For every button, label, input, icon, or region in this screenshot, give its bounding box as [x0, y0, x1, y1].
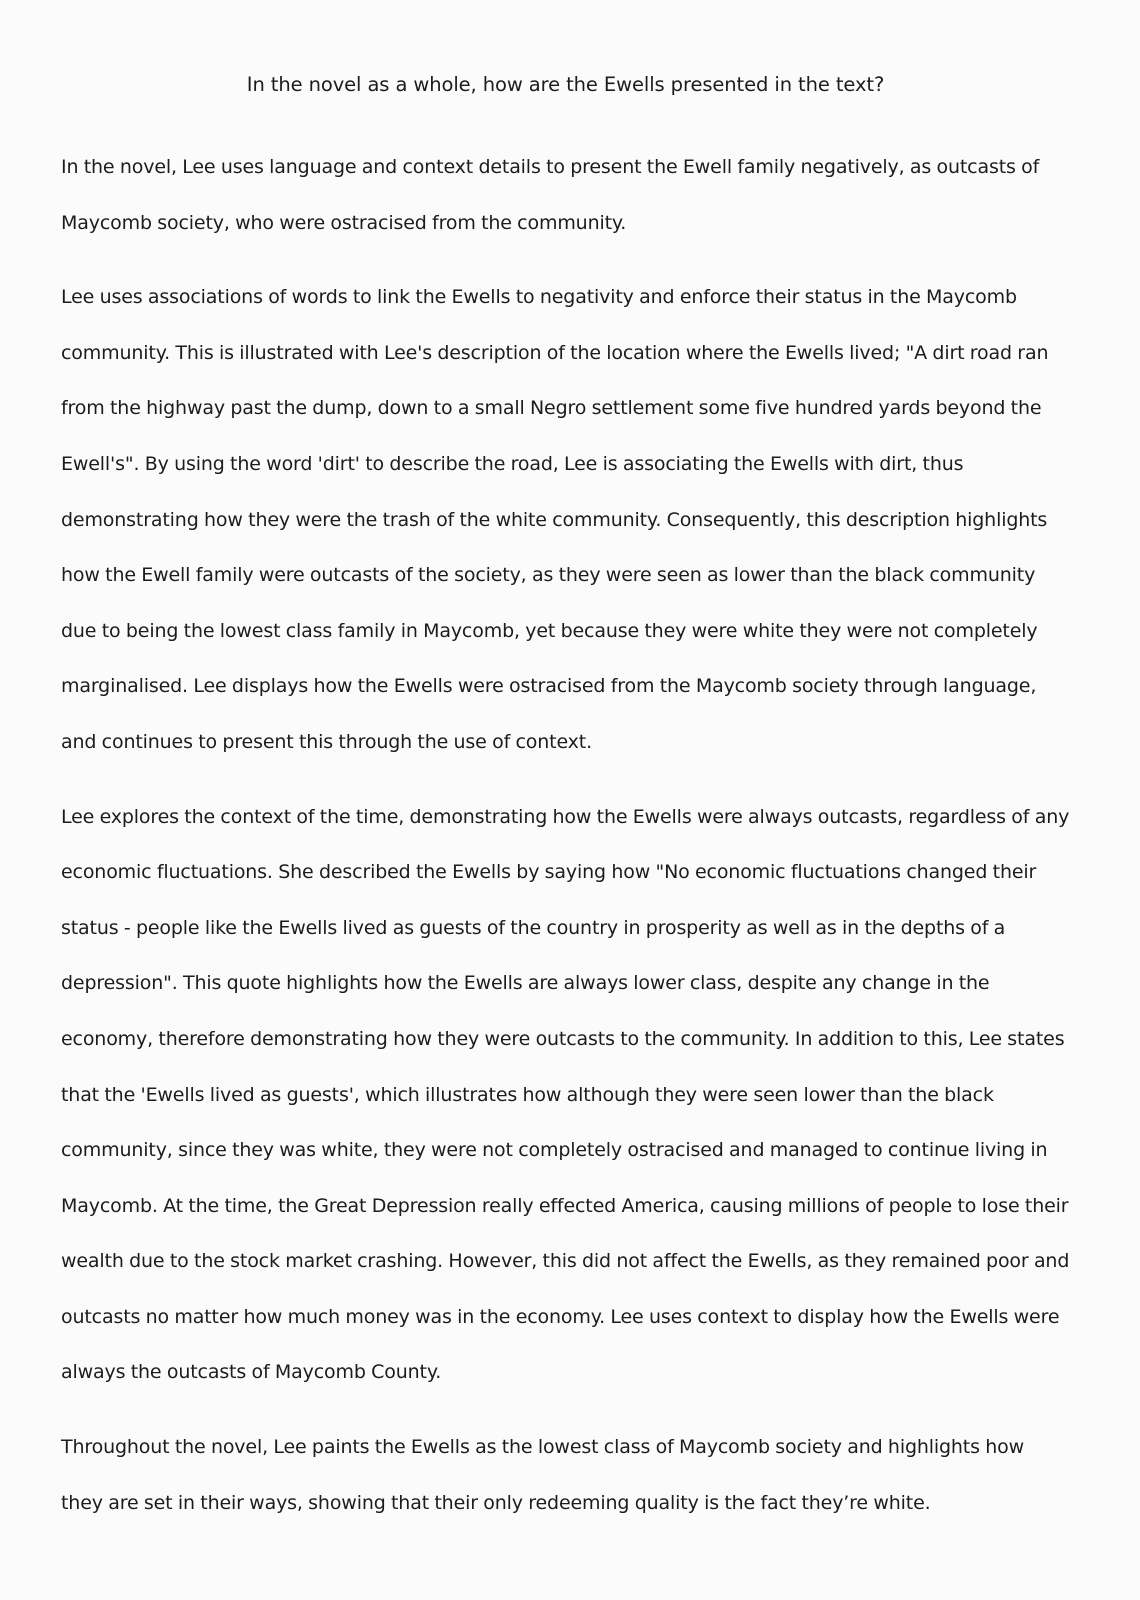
paragraph-context: Lee explores the context of the time, demonstrating how the Ewells were always outcasts, regardless of any economic fluctuations. She described the Ewells by saying how "No economic fluctuations changed their status - people like the Ewells lived as guests of the country in prosperity as well as in the depths of a depression". This quote highlights how the Ewells are always lower class, despite any change in the economy, therefore demonstrating how they were outcasts to the community. In addition to this, Lee states that the 'Ewells lived as guests', which illustrates how although they were seen lower than the black community, since they was white, they were not completely ostracised and managed to continue living in Maycomb. At the time, the Great Depression really effected America, causing millions of people to lose their wealth due to the stock market crashing. However, this did not affect the Ewells, as they remained poor and outcasts no matter how much money was in the economy. Lee uses context to display how the Ewells were always the outcasts of Maycomb County. [61, 805, 1070, 1384]
essay-title: In the novel as a whole, how are the Ewells presented in the text? [246, 73, 885, 96]
paragraph-language: Lee uses associations of words to link the Ewells to negativity and enforce their status in the Maycomb community. This is illustrated with Lee's description of the location where the Ewells lived; "A dirt road ran from the highway past the dump, down to a small Negro settlement some five hundred yards beyond the Ewell's". By using the word 'dirt' to describe the road, Lee is associating the Ewells with dirt, thus demonstrating how they were the trash of the white community. Consequently, this description highlights how the Ewell family were outcasts of the society, as they were seen as lower than the black community due to being the lowest class family in Maycomb, yet because they were white they were not completely marginalised. Lee displays how the Ewells were ostracised from the Maycomb society through language, and continues to present this through the use of context. [61, 286, 1049, 753]
paragraph-introduction: In the novel, Lee uses language and context details to present the Ewell family negatively, as outcasts of Maycomb society, who were ostracised from the community. [61, 156, 1040, 234]
paragraph-conclusion: Throughout the novel, Lee paints the Ewells as the lowest class of Maycomb society and highlights how they are set in their ways, showing that their only redeeming quality is the fact they’re white. [61, 1436, 1025, 1514]
